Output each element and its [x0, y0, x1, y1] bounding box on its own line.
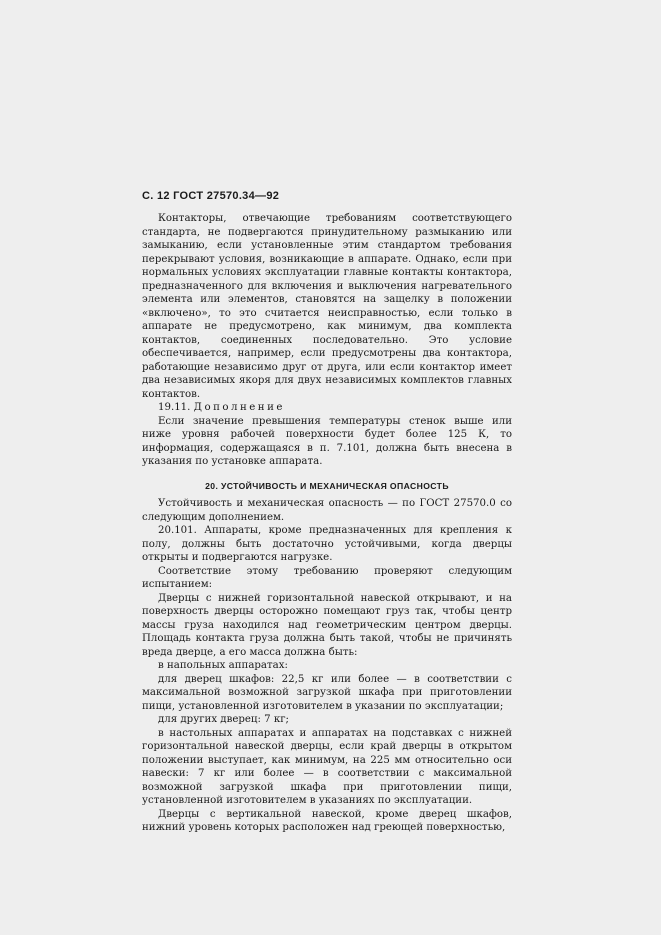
paragraph-contactors: Контакторы, отвечающие требованиям соответствующего стандарта, не подвергаются принудительному размыканию или замыканию, если установленные этим стандартом требования перекрывают условия, возникающие в аппарате. Однако, если при нормальных условиях эксплуатации главные контакты контактора, предназначенного для включения и выключения нагревательного элемента или элементов, становятся на защелку в положении «включено», то это считается неисправностью, если только в аппарате не предусмотрено, как минимум, два комплекта контактов, соединенных последовательно. Это условие обеспечивается, например, если предусмотрены два контактора, работающие независимо друг от друга, или если контактор имеет два независимых якоря для двух независимых комплектов главных контактов.	[142, 213, 512, 400]
running-header: С. 12 ГОСТ 27570.34—92	[142, 190, 280, 202]
clause-19-11-number: 19.11.	[158, 402, 191, 413]
clause-19-11	[142, 401, 512, 415]
clause-19-11-label: Дополнение	[193, 402, 285, 413]
paragraph-vertical-doors: Дверцы с вертикальной навеской, кроме дверец шкафов, нижний уровень которых расположен над греющей поверхностью,	[142, 808, 512, 833]
paragraph-20-101: 20.101. Аппараты, кроме предназначенных для крепления к полу, должны быть достаточно устойчивыми, когда дверцы открыты и подвергаются нагрузке.	[142, 525, 512, 563]
paragraph-cabinet-doors: для дверец шкафов: 22,5 кг или более — в соответствии с максимальной возможной загрузкой шкафа при приготовлении пищи, установленной изготовителем в указании по эксплуатации;	[142, 673, 512, 712]
paragraph-other-doors: для других дверец: 7 кг;	[158, 714, 289, 725]
document-body	[142, 212, 512, 835]
paragraph-stability: Устойчивость и механическая опасность — по ГОСТ 27570.0 со следующим дополнением.	[142, 498, 512, 523]
section-20-title: 20. УСТОЙЧИВОСТЬ И МЕХАНИЧЕСКАЯ ОПАСНОСТЬ	[205, 480, 449, 491]
paragraph-horizontal-doors: Дверцы с нижней горизонтальной навеской открывают, и на поверхность дверцы осторожно помещают груз так, чтобы центр массы груза находился над геометрическим центром дверцы. Площадь контакта груза должна быть такой, чтобы не причинять вреда дверце, а его масса должна быть:	[142, 592, 512, 658]
paragraph-test-intro: Соответствие этому требованию проверяют следующим испытанием:	[142, 565, 512, 590]
paragraph-temperature: Если значение превышения температуры стенок выше или ниже уровня рабочей поверхности будет более 125 К, то информация, содержащаяся в п. 7.101, должна быть внесена в указания по установке аппарата.	[142, 415, 512, 467]
paragraph-tabletop-appliances: в настольных аппаратах и аппаратах на подставках с нижней горизонтальной навеской дверцы, если край дверцы в открытом положении выступает, как минимум, на 225 мм относительно оси навески: 7 кг или более — в соответствии с максимальной возможной загрузкой шкафа при приготовлении пищи, установленной изготовителем в указаниях по эксплуатации.	[142, 727, 512, 806]
paragraph-floor-appliances: в напольных аппаратах:	[158, 660, 288, 671]
